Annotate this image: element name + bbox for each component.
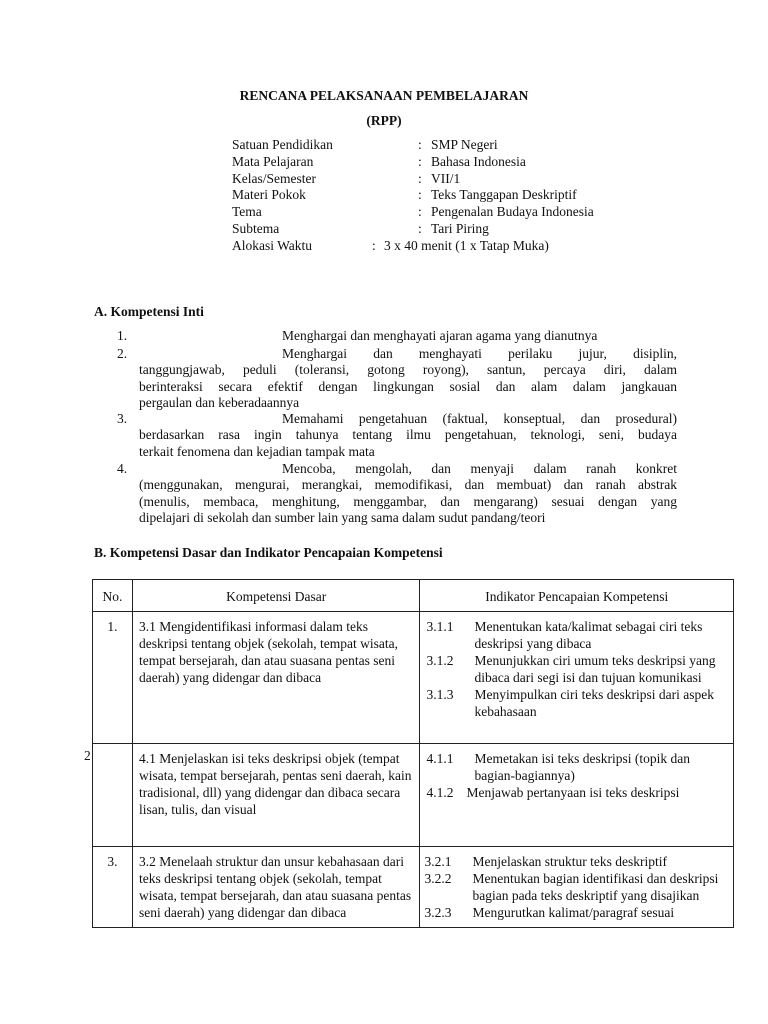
row-indikator bbox=[420, 744, 734, 847]
table-row bbox=[93, 612, 734, 744]
meta-label: Satuan Pendidikan bbox=[232, 137, 333, 152]
indikator-text: Mengurutkan kalimat/paragraf sesuai bbox=[472, 905, 675, 920]
meta-colon: : bbox=[418, 137, 422, 152]
meta-label: Kelas/Semester bbox=[232, 171, 316, 186]
ki-first-line: Menghargai dan menghayati ajaran agama yang dianutnya bbox=[282, 328, 598, 343]
meta-label: Tema bbox=[232, 204, 262, 219]
meta-value: 3 x 40 menit (1 x Tatap Muka) bbox=[384, 238, 549, 253]
indikator-text: Menentukan bagian identifikasi dan deskripsi bagian pada teks deskriptif yang disajikan bbox=[472, 871, 719, 903]
meta-colon: : bbox=[418, 204, 422, 219]
ki-item-1 bbox=[117, 328, 677, 344]
row-kd: 4.1 Menjelaskan isi teks deskripsi objek (tempat wisata, tempat bersejarah, pentas seni daerah, kain tradisional, dll) yang didengar dan dibaca secara lisan, tulis, dan visual bbox=[132, 744, 419, 847]
indikator-text: Menyimpulkan ciri teks deskripsi dari aspek kebahasaan bbox=[474, 687, 715, 719]
header-kd: Kompetensi Dasar bbox=[132, 580, 419, 612]
row-number: 1. bbox=[93, 612, 133, 744]
ki-item-4 bbox=[117, 461, 677, 526]
indikator-code: 3.2.1 bbox=[424, 854, 452, 869]
row-kd: 3.2 Menelaah struktur dan unsur kebahasaan dari teks deskripsi tentang objek (sekolah, tempat wisata, tempat bersejarah, dan atau suasana pentas seni daerah) yang didengar dan dibaca bbox=[132, 847, 419, 928]
ki-number: 1. bbox=[117, 328, 128, 343]
indikator-code: 3.1.2 bbox=[426, 653, 454, 668]
indikator-item bbox=[426, 784, 727, 801]
row-indikator bbox=[420, 612, 734, 744]
header-no: No. bbox=[93, 580, 133, 612]
indikator-item bbox=[426, 750, 727, 784]
document-title: RENCANA PELAKSANAAN PEMBELAJARAN bbox=[239, 88, 529, 103]
indikator-item bbox=[424, 853, 727, 870]
meta-colon: : bbox=[418, 221, 422, 236]
indikator-code: 3.2.3 bbox=[424, 905, 452, 920]
row-indikator bbox=[420, 847, 734, 928]
table-row bbox=[93, 744, 734, 847]
margin-number: 2 bbox=[84, 748, 91, 763]
ki-line: pergaulan dan keberadaannya bbox=[139, 394, 300, 410]
meta-value: VII/1 bbox=[431, 171, 461, 186]
indikator-item bbox=[426, 686, 727, 720]
meta-value: Tari Piring bbox=[431, 221, 489, 236]
ki-first-line: Mencoba, mengolah, dan menyaji dalam ranah konkret bbox=[282, 461, 677, 476]
ki-line: berinteraksi secara efektif dengan lingkungan sosial dan alam dalam jangkauan bbox=[139, 378, 677, 394]
meta-label: Subtema bbox=[232, 221, 280, 236]
row-number: 3. bbox=[93, 847, 133, 928]
table-row bbox=[93, 847, 734, 928]
indikator-code: 4.1.2 bbox=[426, 785, 454, 800]
indikator-item bbox=[426, 618, 727, 652]
section-b-heading: B. Kompetensi Dasar dan Indikator Pencapaian Kompetensi bbox=[94, 545, 443, 560]
ki-line: tanggungjawab, peduli (toleransi, gotong royong), santun, percaya diri, dalam bbox=[139, 362, 677, 378]
meta-colon: : bbox=[418, 171, 422, 186]
indikator-text: Menjawab pertanyaan isi teks deskripsi bbox=[466, 785, 680, 800]
meta-value: Bahasa Indonesia bbox=[431, 154, 526, 169]
row-number bbox=[93, 744, 133, 847]
meta-label: Alokasi Waktu bbox=[232, 238, 313, 253]
meta-value: SMP Negeri bbox=[431, 137, 498, 152]
header-indikator: Indikator Pencapaian Kompetensi bbox=[420, 580, 734, 612]
meta-value: Teks Tanggapan Deskriptif bbox=[431, 187, 577, 202]
meta-colon: : bbox=[418, 154, 422, 169]
ki-line: (menggunakan, mengurai, merangkai, memodifikasi, dan membuat) dan ranah abstrak bbox=[139, 477, 677, 493]
document-subtitle: (RPP) bbox=[366, 113, 402, 128]
meta-value: Pengenalan Budaya Indonesia bbox=[431, 204, 594, 219]
ki-number: 3. bbox=[117, 411, 128, 426]
ki-first-line: Menghargai dan menghayati perilaku jujur, disiplin, bbox=[282, 346, 677, 361]
indikator-item bbox=[424, 904, 727, 921]
meta-colon: : bbox=[372, 238, 376, 253]
indikator-item bbox=[424, 870, 727, 904]
ki-item-3 bbox=[117, 411, 677, 460]
meta-colon: : bbox=[418, 187, 422, 202]
ki-line: dipelajari di sekolah dan sumber lain yang sama dalam sudut pandang/teori bbox=[139, 509, 546, 525]
ki-number: 2. bbox=[117, 346, 128, 361]
ki-number: 4. bbox=[117, 461, 128, 476]
table-header-row bbox=[93, 580, 734, 612]
indikator-code: 4.1.1 bbox=[426, 751, 454, 766]
ki-line: terkait fenomena dan kejadian tampak mata bbox=[139, 443, 375, 459]
meta-label: Mata Pelajaran bbox=[232, 154, 314, 169]
indikator-code: 3.1.3 bbox=[426, 687, 454, 702]
ki-first-line: Memahami pengetahuan (faktual, konseptual, dan prosedural) bbox=[282, 411, 677, 426]
ki-item-2 bbox=[117, 346, 677, 411]
row-kd: 3.1 Mengidentifikasi informasi dalam teks deskripsi tentang objek (sekolah, tempat wisata, tempat bersejarah, dan atau suasana pentas seni daerah) yang didengar dan dibaca bbox=[132, 612, 419, 744]
indikator-text: Menjelaskan struktur teks deskriptif bbox=[472, 854, 668, 869]
indikator-code: 3.1.1 bbox=[426, 619, 454, 634]
section-a-heading: A. Kompetensi Inti bbox=[94, 304, 204, 319]
indikator-code: 3.2.2 bbox=[424, 871, 452, 886]
ki-line: berdasarkan rasa ingin tahunya tentang ilmu pengetahuan, teknologi, seni, budaya bbox=[139, 427, 677, 443]
indikator-text: Menunjukkan ciri umum teks deskripsi yang dibaca dari segi isi dan tujuan komunikasi bbox=[474, 653, 716, 685]
kd-table bbox=[92, 579, 734, 928]
meta-label: Materi Pokok bbox=[232, 187, 306, 202]
indikator-text: Menentukan kata/kalimat sebagai ciri teks deskripsi yang dibaca bbox=[474, 619, 703, 651]
indikator-text: Memetakan isi teks deskripsi (topik dan bagian-bagiannya) bbox=[474, 751, 691, 783]
indikator-item bbox=[426, 652, 727, 686]
ki-line: (menulis, membaca, menghitung, menggambar, dan mengarang) sesuai dengan yang bbox=[139, 493, 677, 509]
